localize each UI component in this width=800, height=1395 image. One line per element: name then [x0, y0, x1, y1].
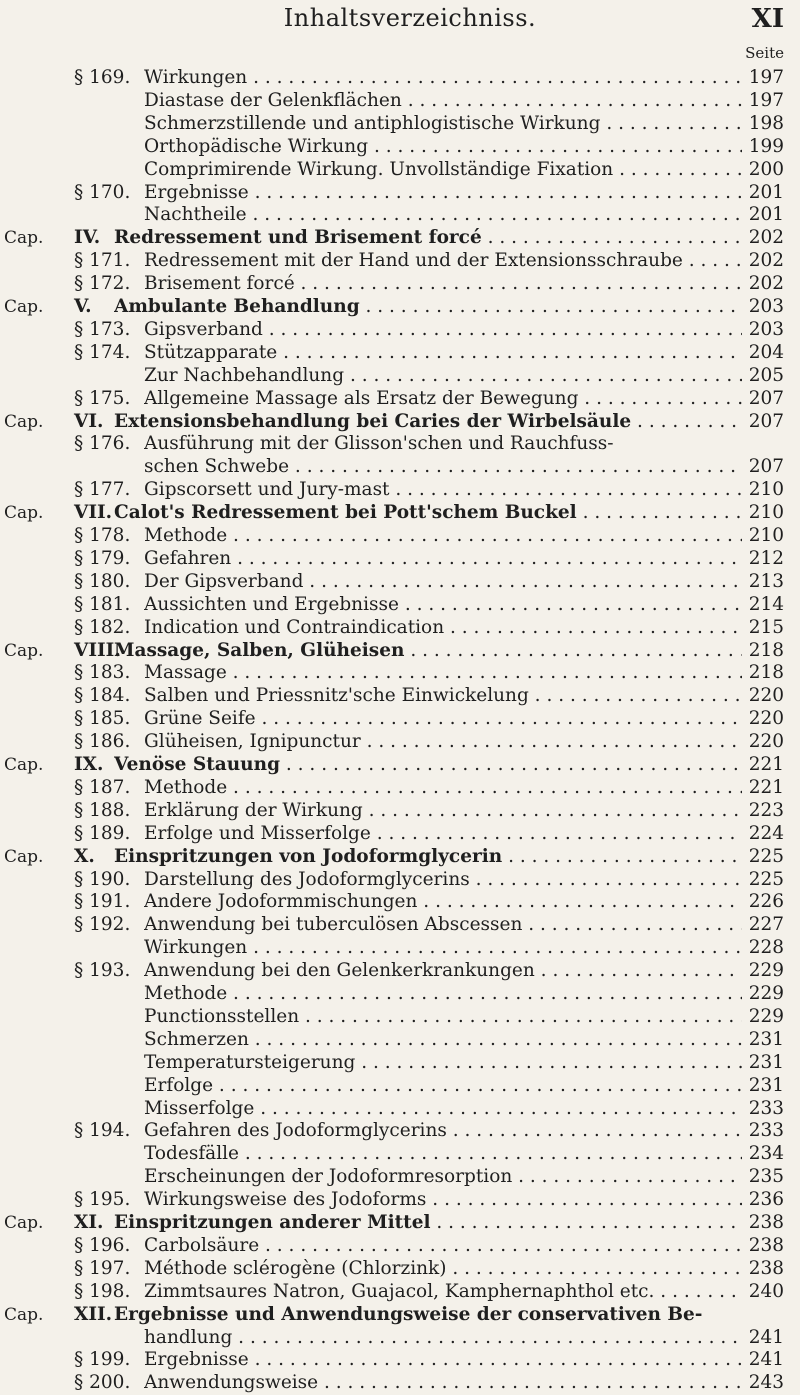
- page-number: 238: [748, 1234, 784, 1256]
- section-number: § 197.: [74, 1257, 131, 1279]
- entry-title: Misserfolge . . .: [144, 1097, 742, 1121]
- entry-title: Aussichten und Ergebnisse . . .: [144, 593, 742, 617]
- entry-title: Diastase der Gelenkflächen . . .: [144, 89, 742, 113]
- entry-title: Gefahren . . .: [144, 547, 742, 571]
- section-number: § 187.: [74, 776, 131, 798]
- section-number: § 183.: [74, 662, 131, 684]
- entry-title: Ergebnisse und Anwendungsweise der conservativen Be-: [114, 1303, 703, 1325]
- page-number: 210: [748, 525, 784, 546]
- seite-column-label: Seite: [745, 44, 784, 62]
- section-number: § 181.: [74, 593, 131, 615]
- toc-entry-row: [0, 1165, 800, 1189]
- section-number: § 172.: [74, 273, 131, 295]
- page-number: 203: [748, 296, 784, 317]
- page-number: 218: [748, 662, 784, 684]
- entry-title: Venöse Stauung . . .: [114, 753, 742, 777]
- toc-entry-row: [0, 249, 800, 273]
- toc-entry-row: [0, 1280, 800, 1304]
- section-number: § 177.: [74, 479, 131, 501]
- section-number: § 175.: [74, 387, 131, 409]
- entry-title: Calot's Redressement bei Pott'schem Buckel . . .: [114, 501, 742, 525]
- toc-entry-row: [0, 707, 800, 731]
- chapter-number: VII.: [74, 502, 113, 524]
- toc-entry-row: [0, 1371, 800, 1395]
- page-number: 201: [748, 181, 784, 203]
- page-number: 197: [748, 89, 784, 111]
- chapter-cap-label: Cap.: [4, 640, 44, 661]
- page-number: 210: [748, 502, 784, 524]
- section-number: § 179.: [74, 547, 131, 569]
- toc-entry-row: [0, 181, 800, 205]
- entry-title: Wirkungen . . .: [144, 66, 742, 90]
- toc-entry-row: [0, 868, 800, 892]
- toc-entry-row: [0, 66, 800, 90]
- toc-chapter-row: [0, 1211, 800, 1235]
- entry-title: Erfolge und Misserfolge . . .: [144, 822, 742, 846]
- page-number: 229: [748, 960, 784, 982]
- section-number: § 189.: [74, 822, 131, 844]
- entry-title: Gipscorsett und Jury-mast . . .: [144, 478, 742, 502]
- toc-chapter-row: [0, 845, 800, 869]
- page-number: 199: [748, 135, 784, 157]
- page-number: 234: [748, 1143, 784, 1165]
- page-number: 207: [748, 410, 784, 432]
- entry-title: Der Gipsverband . . .: [144, 570, 742, 594]
- entry-title: Extensionsbehandlung bei Caries der Wirbelsäule . . .: [114, 410, 742, 434]
- page-number: 198: [748, 112, 784, 134]
- entry-title: Schmerzen . . .: [144, 1028, 742, 1052]
- toc-entry-row: [0, 387, 800, 411]
- entry-title: Carbolsäure . . .: [144, 1234, 742, 1258]
- entry-title: schen Schwebe . . .: [144, 455, 742, 479]
- page-number: 215: [748, 616, 784, 638]
- toc-entry-row: [0, 822, 800, 846]
- entry-title: Erfolge . . .: [144, 1074, 742, 1098]
- page-number: 203: [748, 318, 784, 340]
- entry-title: Methode . . .: [144, 776, 742, 800]
- entry-title: Comprimirende Wirkung. Unvollständige Fixation . . .: [144, 158, 742, 182]
- section-number: § 200.: [74, 1372, 131, 1394]
- entry-title: handlung . . .: [144, 1326, 742, 1350]
- chapter-number: VI.: [74, 410, 104, 432]
- chapter-cap-label: Cap.: [4, 411, 44, 432]
- toc-entry-row: [0, 1234, 800, 1258]
- page-number: 214: [748, 593, 784, 615]
- entry-title: Grüne Seife . . .: [144, 707, 742, 731]
- entry-title: Anwendung bei tuberculösen Abscessen . . .: [144, 913, 742, 937]
- entry-title: Orthopädische Wirkung . . .: [144, 135, 742, 159]
- entry-title: Allgemeine Massage als Ersatz der Bewegung . . .: [144, 387, 742, 411]
- toc-chapter-row: [0, 639, 800, 663]
- entry-title: Redressement und Brisement forcé . . .: [114, 226, 742, 250]
- page-number: 229: [748, 983, 784, 1004]
- toc-entry-row: [0, 1074, 800, 1098]
- entry-title: Darstellung des Jodoformglycerins . . .: [144, 868, 742, 892]
- entry-title: Gefahren des Jodoformglycerins . . .: [144, 1119, 742, 1143]
- toc-entry-row: [0, 203, 800, 227]
- page-folio: XI: [751, 4, 784, 34]
- entry-title: Glüheisen, Ignipunctur . . .: [144, 730, 742, 754]
- page-number: 225: [748, 845, 784, 867]
- toc-entry-row: [0, 341, 800, 365]
- page-number: 238: [748, 1257, 784, 1279]
- page-number: 228: [748, 937, 784, 959]
- chapter-cap-label: Cap.: [4, 846, 44, 867]
- page-number: 207: [748, 456, 784, 478]
- toc-entry-row: [0, 1188, 800, 1212]
- toc-entry-row: [0, 478, 800, 502]
- page-number: 229: [748, 1005, 784, 1027]
- toc-chapter-row: [0, 753, 800, 777]
- page-number: 233: [748, 1120, 784, 1142]
- entry-title: Zimmtsaures Natron, Guajacol, Kamphernaphthol etc. . . .: [144, 1280, 742, 1304]
- toc-entry-row: [0, 593, 800, 617]
- section-number: § 196.: [74, 1234, 131, 1256]
- entry-title: Brisement forcé . . .: [144, 272, 742, 296]
- page-number: 224: [748, 822, 784, 844]
- page-number: 231: [748, 1074, 784, 1096]
- toc-entry-row: [0, 936, 800, 960]
- chapter-cap-label: Cap.: [4, 297, 44, 317]
- entry-title: Einspritzungen anderer Mittel . . .: [114, 1211, 742, 1235]
- toc-entry-row: [0, 616, 800, 640]
- toc-chapter-row: [0, 295, 800, 319]
- chapter-number: X.: [74, 845, 95, 867]
- entry-title: Erscheinungen der Jodoformresorption . . .: [144, 1165, 742, 1189]
- page-number: 218: [748, 639, 784, 661]
- entry-title: Methode . . .: [144, 524, 742, 548]
- section-number: § 198.: [74, 1280, 131, 1302]
- toc-entry-row: [0, 135, 800, 159]
- entry-title: Massage . . .: [144, 661, 742, 685]
- section-number: § 194.: [74, 1120, 131, 1142]
- page-number: 202: [748, 273, 784, 295]
- toc-entry-row: [0, 661, 800, 685]
- toc-entry-row: [0, 982, 800, 1006]
- page-number: 200: [748, 158, 784, 180]
- toc-entry-row: [0, 776, 800, 800]
- toc-entry-row: [0, 570, 800, 594]
- entry-title: Redressement mit der Hand und der Extensionsschraube . . .: [144, 249, 742, 273]
- page-number: 223: [748, 799, 784, 821]
- page-number: 226: [748, 891, 784, 913]
- page-number: 241: [748, 1326, 784, 1348]
- entry-title: Ergebnisse . . .: [144, 1348, 742, 1372]
- entry-title: Todesfälle . . .: [144, 1142, 742, 1166]
- entry-title: Nachtheile . . .: [144, 203, 742, 227]
- page-number: 235: [748, 1166, 784, 1188]
- section-number: § 185.: [74, 708, 131, 730]
- section-number: § 180.: [74, 570, 131, 592]
- toc-entry-row: [0, 684, 800, 708]
- page-number: 236: [748, 1189, 784, 1211]
- section-number: § 170.: [74, 181, 131, 203]
- page-number: 227: [748, 914, 784, 936]
- entry-title: Anwendung bei den Gelenkerkrankungen . . .: [144, 959, 742, 983]
- toc-entry-row: [0, 913, 800, 937]
- entry-title: Ergebnisse . . .: [144, 181, 742, 205]
- page-number: 197: [748, 67, 784, 88]
- section-number: § 176.: [74, 433, 131, 455]
- toc-entry-row: [0, 1348, 800, 1372]
- entry-title: Punctionsstellen . . .: [144, 1005, 742, 1029]
- page-number: 225: [748, 868, 784, 890]
- toc-entry-row: [0, 1028, 800, 1052]
- toc-entry-row: [0, 1005, 800, 1029]
- entry-title: Méthode sclérogène (Chlorzink) . . .: [144, 1257, 742, 1281]
- section-number: § 171.: [74, 250, 131, 272]
- page-number: 220: [748, 708, 784, 730]
- chapter-cap-label: Cap.: [4, 1213, 44, 1233]
- section-number: § 191.: [74, 891, 131, 913]
- entry-title: Ambulante Behandlung . . .: [114, 295, 742, 319]
- chapter-number: IV.: [74, 227, 101, 249]
- entry-title: Erklärung der Wirkung . . .: [144, 799, 742, 823]
- toc-entry-row: [0, 432, 800, 456]
- page-number: 213: [748, 570, 784, 592]
- page-number: 241: [748, 1349, 784, 1371]
- entry-title: Zur Nachbehandlung . . .: [144, 364, 742, 388]
- entry-title: Indication und Contraindication . . .: [144, 616, 742, 640]
- page-number: 238: [748, 1212, 784, 1233]
- page-number: 207: [748, 387, 784, 409]
- page-number: 202: [748, 250, 784, 272]
- toc-entry-row: [0, 364, 800, 388]
- section-number: § 193.: [74, 960, 131, 982]
- toc-entry-row: [0, 455, 800, 479]
- chapter-cap-label: Cap.: [4, 228, 44, 249]
- chapter-cap-label: Cap.: [4, 1304, 44, 1325]
- page-number: 231: [748, 1051, 784, 1073]
- toc-chapter-row: [0, 1303, 800, 1327]
- toc-entry-row: [0, 158, 800, 182]
- toc-entry-row: [0, 272, 800, 296]
- entry-title: Anwendungsweise . . .: [144, 1371, 742, 1395]
- chapter-number: V.: [74, 296, 92, 317]
- entry-title: Andere Jodoformmischungen . . .: [144, 890, 742, 914]
- toc-entry-row: [0, 1097, 800, 1121]
- entry-title: Salben und Priessnitz'sche Einwickelung . . .: [144, 684, 742, 708]
- entry-title: Temperatursteigerung . . .: [144, 1051, 742, 1075]
- toc-entry-row: [0, 1326, 800, 1350]
- toc-chapter-row: [0, 501, 800, 525]
- entry-title: Ausführung mit der Glisson'schen und Rauchfuss-: [144, 433, 614, 455]
- page-number: 240: [748, 1280, 784, 1302]
- toc-entry-row: [0, 890, 800, 914]
- entry-title: Stützapparate . . .: [144, 341, 742, 365]
- page-number: 231: [748, 1028, 784, 1050]
- section-number: § 188.: [74, 799, 131, 821]
- chapter-cap-label: Cap.: [4, 755, 44, 775]
- section-number: § 178.: [74, 525, 131, 546]
- section-number: § 182.: [74, 616, 131, 638]
- toc-entry-row: [0, 547, 800, 571]
- page-number: 204: [748, 341, 784, 363]
- entry-title: Wirkungen . . .: [144, 936, 742, 960]
- entry-title: Schmerzstillende und antiphlogistische Wirkung . . .: [144, 112, 742, 136]
- entry-title: Methode . . .: [144, 982, 742, 1006]
- page-number: 212: [748, 547, 784, 569]
- entry-title: Massage, Salben, Glüheisen . . .: [114, 639, 742, 663]
- toc-entry-row: [0, 1257, 800, 1281]
- section-number: § 192.: [74, 914, 131, 936]
- running-header: [0, 4, 800, 40]
- page-number: 233: [748, 1097, 784, 1119]
- toc-entry-row: [0, 1142, 800, 1166]
- page-number: 220: [748, 731, 784, 753]
- toc-entry-row: [0, 524, 800, 548]
- section-number: § 199.: [74, 1349, 131, 1371]
- chapter-number: XI.: [74, 1212, 104, 1233]
- section-number: § 190.: [74, 868, 131, 890]
- page-number: 210: [748, 479, 784, 501]
- page-number: 220: [748, 685, 784, 707]
- page-number: 201: [748, 204, 784, 226]
- toc-entry-row: [0, 730, 800, 754]
- section-number: § 195.: [74, 1189, 131, 1211]
- page-number: 205: [748, 364, 784, 386]
- entry-title: Einspritzungen von Jodoformglycerin . . .: [114, 845, 742, 869]
- toc-entry-row: [0, 318, 800, 342]
- chapter-cap-label: Cap.: [4, 503, 44, 524]
- running-title: Inhaltsverzeichniss.: [283, 4, 537, 32]
- toc-chapter-row: [0, 410, 800, 434]
- section-number: § 184.: [74, 685, 131, 707]
- chapter-number: VIII.: [74, 639, 121, 661]
- toc-entry-row: [0, 112, 800, 136]
- entry-title: Wirkungsweise des Jodoforms . . .: [144, 1188, 742, 1212]
- page-number: 243: [748, 1372, 784, 1394]
- section-number: § 174.: [74, 341, 131, 363]
- toc-entry-row: [0, 959, 800, 983]
- page-number: 202: [748, 227, 784, 249]
- toc-entry-row: [0, 799, 800, 823]
- chapter-number: IX.: [74, 754, 104, 775]
- toc-entry-row: [0, 89, 800, 113]
- chapter-number: XII.: [74, 1303, 113, 1325]
- section-number: § 186.: [74, 731, 131, 753]
- toc-entry-row: [0, 1119, 800, 1143]
- page-number: 221: [748, 754, 784, 775]
- toc-entry-row: [0, 1051, 800, 1075]
- toc-chapter-row: [0, 226, 800, 250]
- page-number: 221: [748, 776, 784, 798]
- section-number: § 169.: [74, 67, 131, 88]
- section-number: § 173.: [74, 318, 131, 340]
- entry-title: Gipsverband . . .: [144, 318, 742, 342]
